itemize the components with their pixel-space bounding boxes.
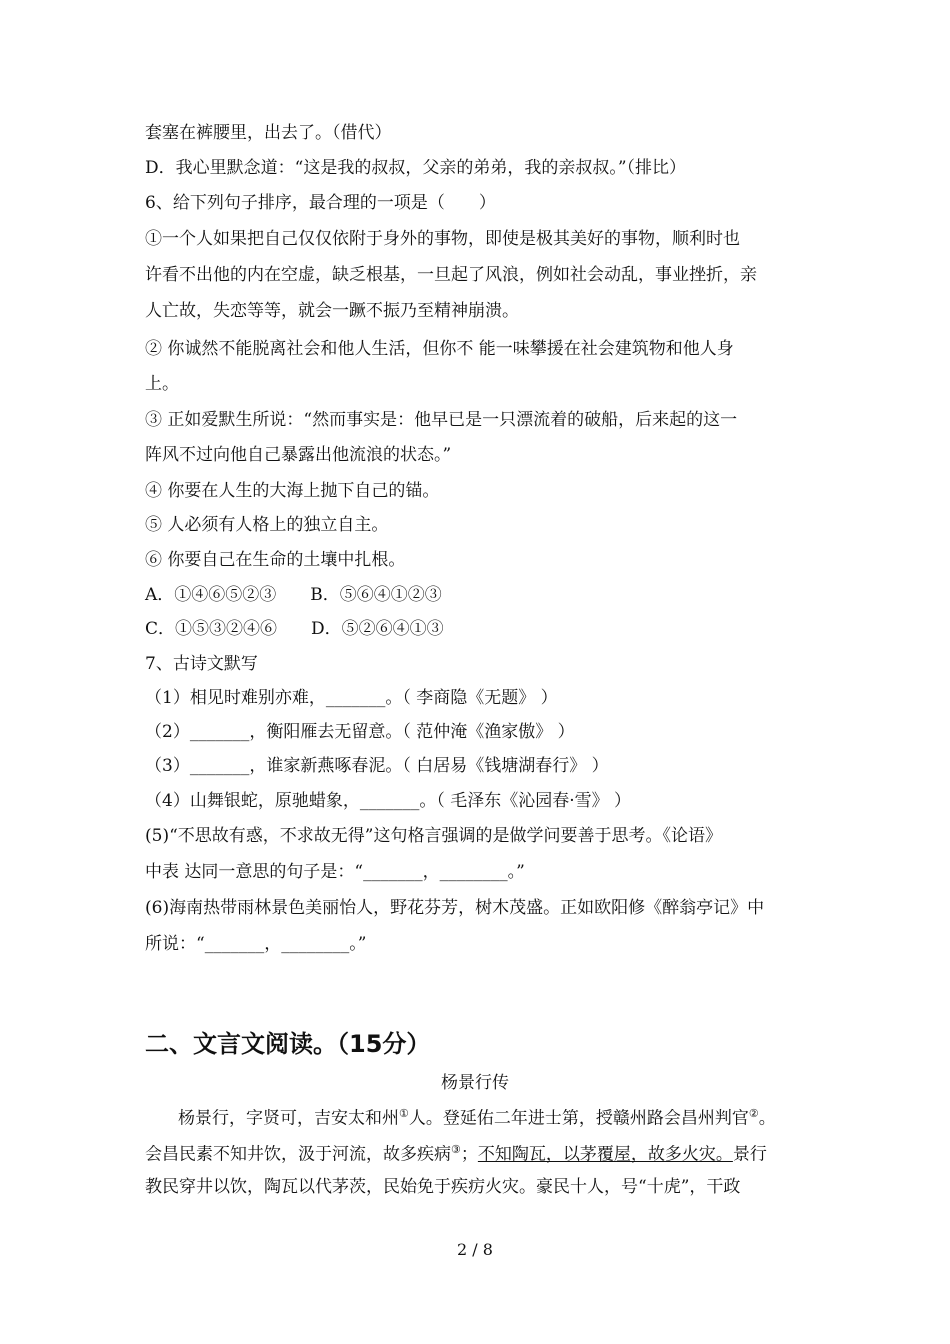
footnote-marker: ① (399, 1107, 409, 1120)
text-line: (6)海南热带雨林景色美丽怡人，野花芬芳，树木茂盛。正如欧阳修《醉翁亭记》中 (145, 898, 765, 918)
footnote-marker: ③ (451, 1143, 461, 1156)
passage-text: 。 (758, 1108, 776, 1129)
passage-line (145, 1138, 767, 1167)
passage-text: 杨景行，字贤可，吉安太和州 (178, 1108, 399, 1129)
passage-line (178, 1102, 776, 1131)
page-number: 2 / 8 (457, 1240, 493, 1259)
text-line: （1）相见时难别亦难，_______。（ 李商隐《无题》 ） (145, 688, 558, 708)
text-line: 上。 (145, 374, 179, 394)
passage-line: 教民穿井以饮，陶瓦以代茅茨，民始免于疾疠火灾。豪民十人，号“十虎”，干政 (145, 1177, 741, 1197)
text-line: （4）山舞银蛇，原驰蜡象，_______。（ 毛泽东《沁园春·雪》 ） (145, 791, 632, 811)
text-line: ② 你诚然不能脱离社会和他人生活，但你不 能一味攀援在社会建筑物和他人身 (145, 339, 734, 359)
passage-title: 杨景行传 (441, 1073, 509, 1093)
text-line: 阵风不过向他自己暴露出他流浪的状态。” (145, 445, 452, 465)
passage-text: 景行 (732, 1144, 767, 1165)
text-line: 中表 达同一意思的句子是：“_______，________。” (145, 862, 525, 882)
text-line: ④ 你要在人生的大海上抛下自己的锚。 (145, 481, 440, 501)
text-line: ⑥ 你要自己在生命的土壤中扎根。 (145, 550, 406, 570)
text-line: （2）_______，衡阳雁去无留意。（ 范仲淹《渔家傲》 ） (145, 722, 575, 742)
answer-options-ab: A．①④⑥⑤②③ B．⑤⑥④①②③ (145, 585, 442, 605)
passage-text: ； (460, 1144, 478, 1165)
text-line: （3）_______，谁家新燕啄春泥。（ 白居易《钱塘湖春行》 ） (145, 756, 609, 776)
answer-options-cd: C．①⑤③②④⑥ D．⑤②⑥④①③ (145, 619, 444, 639)
text-line: (5)“不思故有惑，不求故无得”这句格言强调的是做学问要善于思考。《论语》 (145, 826, 722, 846)
section-heading: 二、文言文阅读。（15分） (145, 1030, 431, 1058)
text-line: 套塞在裤腰里，出去了。（借代） (145, 123, 392, 143)
text-line: 人亡故，失恋等等，就会一蹶不振乃至精神崩溃。 (145, 301, 519, 321)
text-line: D．我心里默念道：“这是我的叔叔，父亲的弟弟，我的亲叔叔。”（排比） (145, 158, 687, 178)
passage-text: 会昌民素不知井饮，汲于河流，故多疾病 (145, 1144, 451, 1165)
question-7-prompt: 7、古诗文默写 (145, 654, 258, 674)
footnote-marker: ② (748, 1107, 759, 1120)
text-line: ⑤ 人必须有人格上的独立自主。 (145, 515, 389, 535)
text-line: ①一个人如果把自己仅仅依附于身外的事物，即使是极其美好的事物，顺利时也 (145, 229, 740, 249)
text-line: 所说：“_______，________。” (145, 934, 367, 954)
text-line: ③ 正如爱默生所说：“然而事实是：他早已是一只漂流着的破船，后来起的这一 (145, 410, 738, 430)
question-6-prompt: 6、给下列句子排序，最合理的一项是（ ） (145, 193, 496, 213)
underlined-sentence: 不知陶瓦，以茅覆屋，故多火灾。 (477, 1144, 733, 1165)
passage-text: 人。登延佑二年进士第，授赣州路会昌州判官 (408, 1108, 749, 1129)
text-line: 许看不出他的内在空虚，缺乏根基，一旦起了风浪，例如社会动乱，事业挫折，亲 (145, 265, 757, 285)
